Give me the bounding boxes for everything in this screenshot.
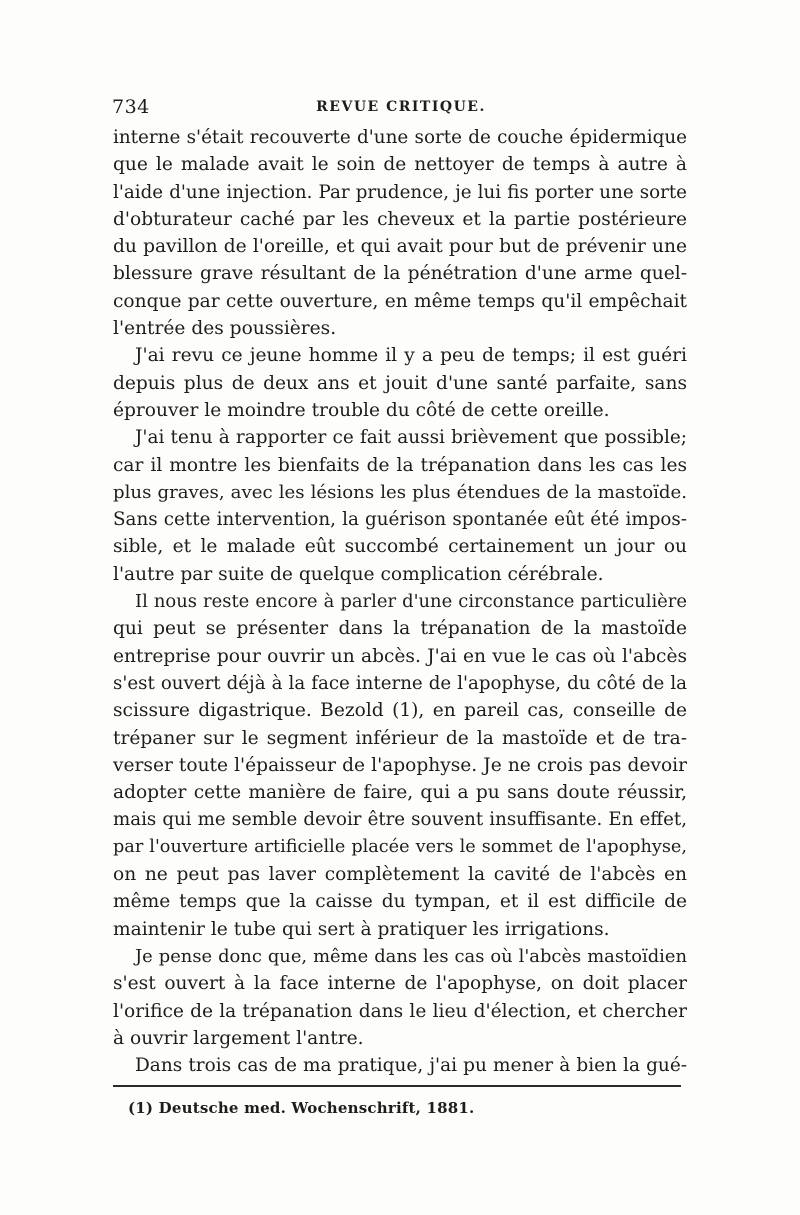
text-line: Sans cette intervention, la guérison spontanée eût été impos-	[113, 509, 687, 531]
paragraph-start-line: J'ai revu ce jeune homme il y a peu de temps; il est guéri	[135, 345, 687, 367]
text-line: car il montre les bienfaits de la trépanation dans les cas les	[113, 454, 687, 476]
text-line: mais qui me semble devoir être souvent insuffisante. En effet,	[113, 809, 687, 831]
text-line: s'est ouvert déjà à la face interne de l'apophyse, du côté de la	[113, 672, 687, 694]
text-line: interne s'était recouverte d'une sorte de couche épidermique	[113, 127, 687, 148]
footnote-divider	[113, 1085, 681, 1087]
footnote: (1) Deutsche med. Wochenschrift, 1881.	[128, 1099, 475, 1117]
text-line: qui peut se présenter dans la trépanation de la mastoïde	[113, 618, 687, 640]
paragraph-start-line: Je pense donc que, même dans les cas où l'abcès mastoïdien	[135, 945, 687, 967]
text-line: depuis plus de deux ans et jouit d'une santé parfaite, sans	[113, 372, 687, 394]
text-line: conque par cette ouverture, en même temps qu'il empêchait	[113, 290, 687, 312]
text-line: même temps que la caisse du tympan, et il est difficile de	[113, 891, 687, 913]
text-line: éprouver le moindre trouble du côté de cette oreille.	[113, 399, 610, 421]
text-line: d'obturateur caché par les cheveux et la partie postérieure	[113, 208, 687, 230]
paragraph-start-line: Dans trois cas de ma pratique, j'ai pu mener à bien la gué-	[135, 1055, 687, 1077]
paragraph-start-line: Il nous reste encore à parler d'une circonstance particulière	[135, 591, 687, 613]
text-line: que le malade avait le soin de nettoyer de temps à autre à	[113, 154, 687, 176]
page-number: 734	[112, 96, 150, 118]
text-line: on ne peut pas laver complètement la cavité de l'abcès en	[113, 864, 687, 886]
text-line: entreprise pour ouvrir un abcès. J'ai en vue le cas où l'abcès	[113, 645, 687, 667]
text-line: l'orifice de la trépanation dans le lieu d'élection, et chercher	[113, 1000, 687, 1022]
paragraph-start-line: J'ai tenu à rapporter ce fait aussi brièvement que possible;	[135, 427, 687, 449]
text-line: adopter cette manière de faire, qui a pu sans doute réussir,	[113, 782, 687, 804]
text-line: à ouvrir largement l'antre.	[113, 1027, 364, 1049]
text-line: du pavillon de l'oreille, et qui avait pour but de prévenir une	[113, 236, 687, 258]
text-line: par l'ouverture artificielle placée vers le sommet de l'apophyse,	[113, 836, 687, 857]
text-line: scissure digastrique. Bezold (1), en pareil cas, conseille de	[113, 700, 687, 722]
text-line: s'est ouvert à la face interne de l'apophyse, on doit placer	[113, 973, 687, 995]
text-line: blessure grave résultant de la pénétration d'une arme quel-	[113, 263, 687, 285]
running-head	[112, 96, 690, 120]
running-title: REVUE CRITIQUE.	[316, 99, 486, 115]
text-line: l'aide d'une injection. Par prudence, je lui fis porter une sorte	[113, 181, 687, 203]
text-line: plus graves, avec les lésions les plus étendues de la mastoïde.	[113, 481, 687, 503]
text-line: trépaner sur le segment inférieur de la mastoïde et de tra-	[113, 727, 687, 749]
text-line: verser toute l'épaisseur de l'apophyse. Je ne crois pas devoir	[113, 754, 687, 776]
text-line: l'entrée des poussières.	[113, 318, 337, 340]
text-line: sible, et le malade eût succombé certainement un jour ou	[113, 536, 687, 558]
text-line: l'autre par suite de quelque complication cérébrale.	[113, 563, 604, 585]
body-text	[113, 124, 687, 1079]
text-line: maintenir le tube qui sert à pratiquer les irrigations.	[113, 918, 610, 940]
